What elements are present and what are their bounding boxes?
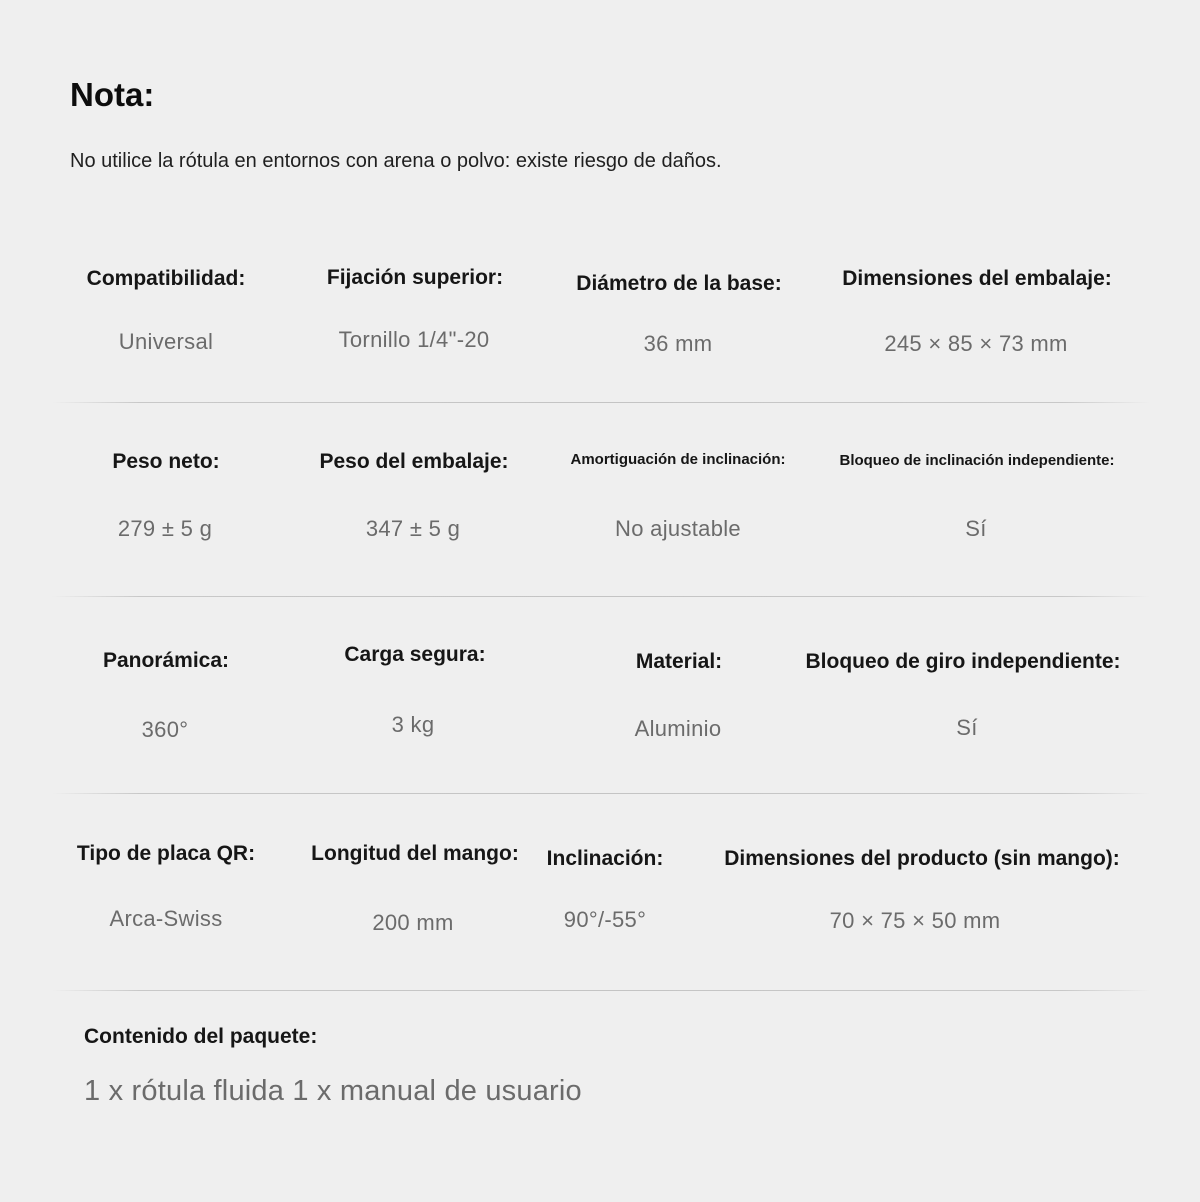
spec-label-independent-tilt-lock: Bloqueo de inclinación independiente: <box>839 452 1115 469</box>
spec-label-material: Material: <box>635 650 723 673</box>
spec-value-panoramic: 360° <box>141 717 189 742</box>
spec-label-net-weight: Peso neto: <box>112 450 220 473</box>
spec-label-package-weight: Peso del embalaje: <box>319 450 509 473</box>
spec-label-independent-pan-lock: Bloqueo de giro independiente: <box>805 650 1121 673</box>
spec-value-independent-pan-lock: Sí <box>956 715 978 740</box>
row-divider <box>52 596 1150 597</box>
spec-value-qr-plate-type: Arca-Swiss <box>109 906 223 931</box>
spec-label-panoramic: Panorámica: <box>102 649 230 672</box>
note-title: Nota: <box>70 76 155 113</box>
spec-value-top-mount: Tornillo 1/4"-20 <box>338 327 490 352</box>
package-contents-text: 1 x rótula fluida 1 x manual de usuario <box>84 1075 582 1107</box>
spec-label-safe-load: Carga segura: <box>344 643 486 666</box>
spec-value-compatibility: Universal <box>118 329 214 354</box>
spec-value-package-weight: 347 ± 5 g <box>365 516 461 541</box>
spec-value-independent-tilt-lock: Sí <box>965 516 987 541</box>
spec-value-net-weight: 279 ± 5 g <box>117 516 213 541</box>
spec-value-package-dimensions: 245 × 85 × 73 mm <box>884 331 1068 356</box>
spec-value-safe-load: 3 kg <box>391 712 435 737</box>
row-divider <box>52 402 1150 403</box>
spec-value-product-dimensions: 70 × 75 × 50 mm <box>829 908 1001 933</box>
spec-value-material: Aluminio <box>634 716 722 741</box>
spec-label-compatibility: Compatibilidad: <box>86 267 246 290</box>
spec-value-base-diameter: 36 mm <box>643 331 713 356</box>
spec-label-product-dimensions: Dimensiones del producto (sin mango): <box>724 847 1120 870</box>
spec-label-top-mount: Fijación superior: <box>326 266 504 289</box>
spec-value-tilt-damping: No ajustable <box>615 516 741 541</box>
spec-label-qr-plate-type: Tipo de placa QR: <box>76 842 256 865</box>
spec-value-handle-length: 200 mm <box>372 910 454 935</box>
row-divider <box>52 990 1150 991</box>
spec-value-tilt: 90°/-55° <box>563 907 647 932</box>
spec-label-base-diameter: Diámetro de la base: <box>576 272 782 295</box>
note-text: No utilice la rótula en entornos con arena o polvo: existe riesgo de daños. <box>70 150 722 172</box>
spec-label-handle-length: Longitud del mango: <box>311 842 519 865</box>
spec-label-package-dimensions: Dimensiones del embalaje: <box>842 267 1112 290</box>
spec-label-tilt-damping: Amortiguación de inclinación: <box>570 451 786 468</box>
package-contents-title: Contenido del paquete: <box>84 1025 318 1048</box>
spec-label-tilt: Inclinación: <box>546 847 664 870</box>
row-divider <box>52 793 1150 794</box>
